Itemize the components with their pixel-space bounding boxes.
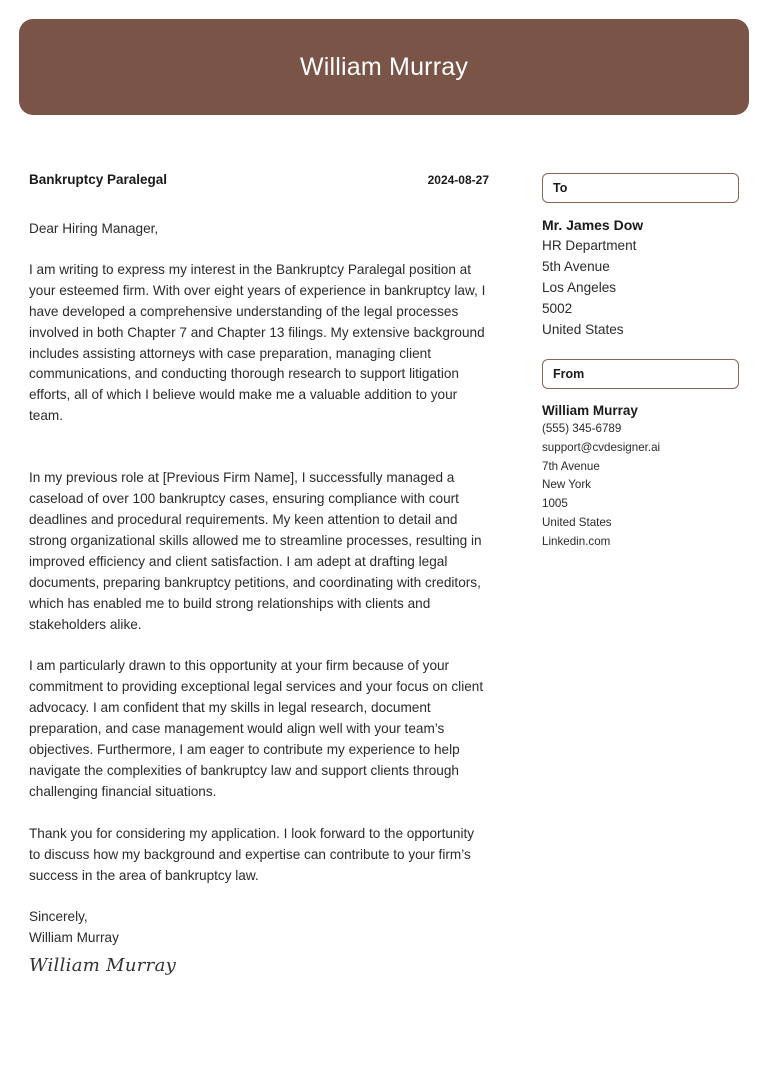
paragraph-2: In my previous role at [Previous Firm Name], I successfully managed a caseload of over 100 bankruptcy cases, ensuring compliance with court deadlines and procedural requirements. My keen attention to detail and strong organizational skills allowed me to streamline processes, resulting in improved efficiency and client satisfaction. I am adept at drafting legal documents, preparing bankruptcy petitions, and coordinating with creditors, which has enabled me to build strong relationships with clients and stakeholders alike. (29, 470, 482, 632)
recipient-street: 5th Avenue (542, 259, 610, 274)
letter-date: 2024-08-27 (427, 173, 489, 187)
recipient-city: Los Angeles (542, 280, 617, 295)
address-sidebar (542, 173, 739, 552)
from-box (542, 359, 739, 389)
title-row (29, 172, 489, 187)
sender-linkedin: Linkedin.com (542, 534, 611, 548)
to-box (542, 173, 739, 203)
closing-name: William Murray (29, 930, 119, 946)
signature: William Murray (29, 955, 177, 977)
applicant-name: William Murray (299, 52, 469, 81)
paragraph-4: Thank you for considering my application. I look forward to the opportunity to discuss how my background and expertise can contribute to your firm’s success in the area of bankruptcy law. (29, 825, 475, 883)
recipient-postcode: 5002 (542, 301, 573, 316)
recipient-department: HR Department (542, 238, 637, 253)
from-label: From (553, 367, 585, 381)
header-banner (19, 19, 749, 115)
sender-name: William Murray (542, 403, 638, 418)
sender-street: 7th Avenue (542, 459, 600, 473)
job-title: Bankruptcy Paralegal (29, 172, 168, 187)
to-label: To (553, 181, 568, 195)
sender-email: support@cvdesigner.ai (542, 440, 661, 454)
recipient-name: Mr. James Dow (542, 217, 644, 233)
closing: Sincerely, (29, 909, 88, 925)
sender-country: United States (542, 515, 612, 529)
sender-city: New York (542, 478, 591, 492)
salutation: Dear Hiring Manager, (29, 221, 159, 236)
sender-postcode: 1005 (542, 497, 568, 511)
letter-body (29, 172, 489, 976)
sender-phone: (555) 345-6789 (542, 422, 622, 435)
paragraph-1: I am writing to express my interest in the Bankruptcy Paralegal position at your esteemed firm. With over eight years of experience in bankruptcy law, I have developed a comprehensive understanding of the legal processes involved in both Chapter 7 and Chapter 13 filings. My extensive background includes assisting attorneys with case preparation, managing client communications, and conducting thorough research to support litigation efforts, all of which I believe would make me a valuable addition to your team. (29, 261, 486, 424)
paragraph-3: I am particularly drawn to this opportunity at your firm because of your commitment to providing exceptional legal services and your focus on client advocacy. I am confident that my skills in legal research, document preparation, and case management would align well with your team’s objectives. Furthermore, I am eager to contribute my experience to help navigate the complexities of bankruptcy law and support clients through challenging financial situations. (29, 658, 484, 799)
recipient-country: United States (542, 322, 624, 337)
